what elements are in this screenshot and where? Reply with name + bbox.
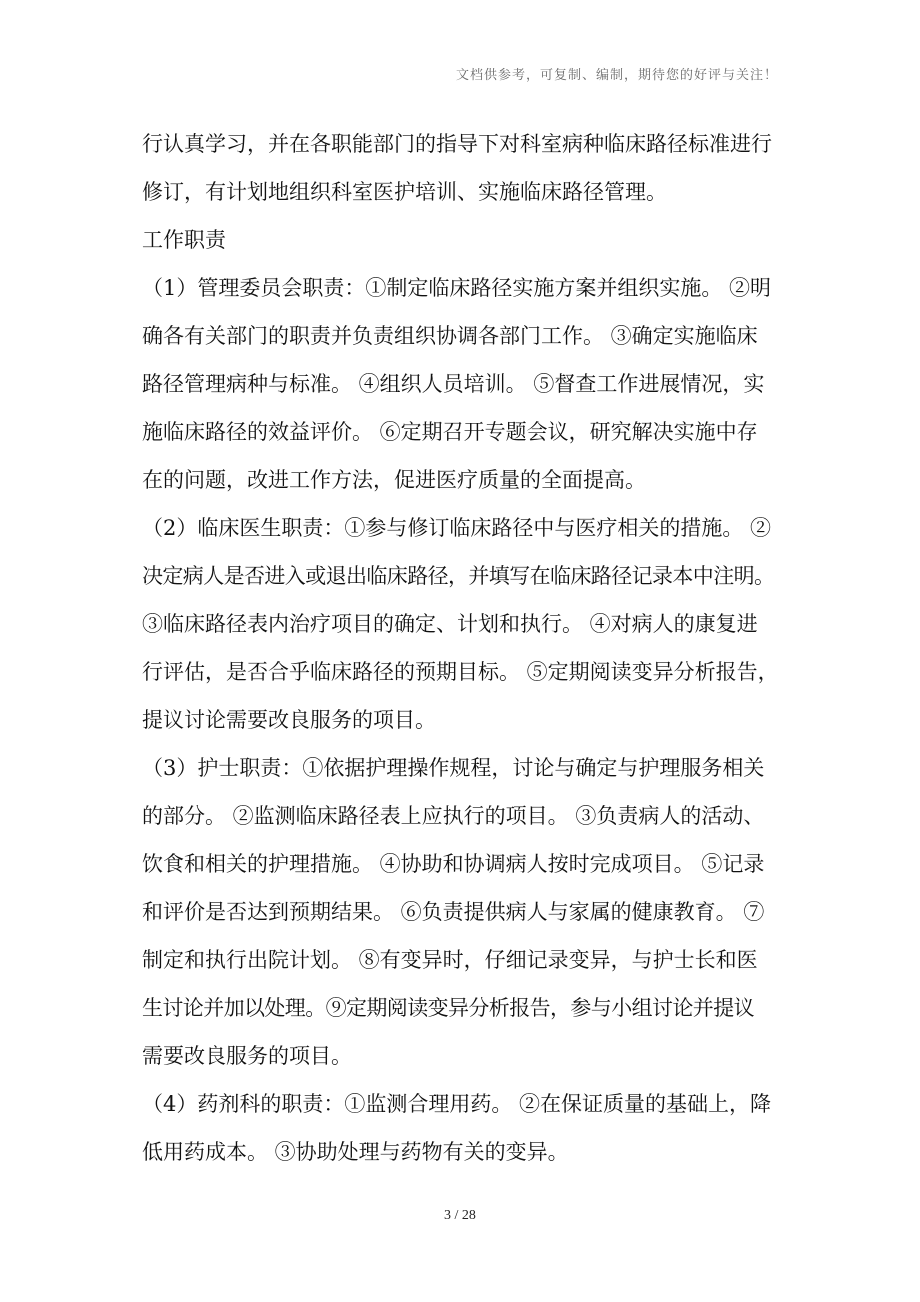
- body-line: （2）临床医生职责：①参与修订临床路径中与医疗相关的措施。 ②: [142, 516, 772, 540]
- body-line: 低用药成本。 ③协助处理与药物有关的变异。: [142, 1140, 569, 1164]
- body-line: 行认真学习，并在各职能部门的指导下对科室病种临床路径标准进行: [142, 132, 772, 156]
- body-line: 行评估，是否合乎临床路径的预期目标。 ⑤定期阅读变异分析报告，: [142, 660, 779, 684]
- page-number: 3 / 28: [444, 1208, 476, 1223]
- body-line: 的部分。 ②监测临床路径表上应执行的项目。 ③负责病人的活动、: [142, 804, 765, 828]
- body-line: 路径管理病种与标准。 ④组织人员培训。 ⑤督查工作进展情况，实: [142, 372, 765, 396]
- section-heading: 工作职责: [142, 228, 226, 252]
- document-body: [142, 120, 782, 1176]
- body-line: （1）管理委员会职责：①制定临床路径实施方案并组织实施。 ②明: [142, 276, 772, 300]
- body-line: 饮食和相关的护理措施。 ④协助和协调病人按时完成项目。 ⑤记录: [142, 852, 765, 876]
- body-line: 生讨论并加以处理。⑨定期阅读变异分析报告，参与小组讨论并提议: [142, 996, 754, 1020]
- body-line: （3）护士职责：①依据护理操作规程，讨论与确定与护理服务相关: [142, 756, 765, 780]
- body-line: 制定和执行出院计划。 ⑧有变异时，仔细记录变异，与护士长和医: [142, 948, 758, 972]
- body-line: ③临床路径表内治疗项目的确定、计划和执行。 ④对病人的康复进: [142, 612, 758, 636]
- document-header-note: 文档供参考，可复制、编制，期待您的好评与关注！: [455, 68, 778, 83]
- body-line: （4）药剂科的职责：①监测合理用药。 ②在保证质量的基础上，降: [142, 1092, 772, 1116]
- body-line: 修订，有计划地组织科室医护培训、实施临床路径管理。: [142, 180, 667, 204]
- body-line: 在的问题，改进工作方法，促进医疗质量的全面提高。: [142, 468, 646, 492]
- body-line: 需要改良服务的项目。: [142, 1044, 352, 1068]
- body-line: 施临床路径的效益评价。 ⑥定期召开专题会议，研究解决实施中存: [142, 420, 758, 444]
- body-line: 提议讨论需要改良服务的项目。: [142, 708, 436, 732]
- body-line: 确各有关部门的职责并负责组织协调各部门工作。 ③确定实施临床: [142, 324, 758, 348]
- body-line: 和评价是否达到预期结果。 ⑥负责提供病人与家属的健康教育。 ⑦: [142, 900, 765, 924]
- body-line: 决定病人是否进入或退出临床路径，并填写在临床路径记录本中注明。: [142, 564, 775, 588]
